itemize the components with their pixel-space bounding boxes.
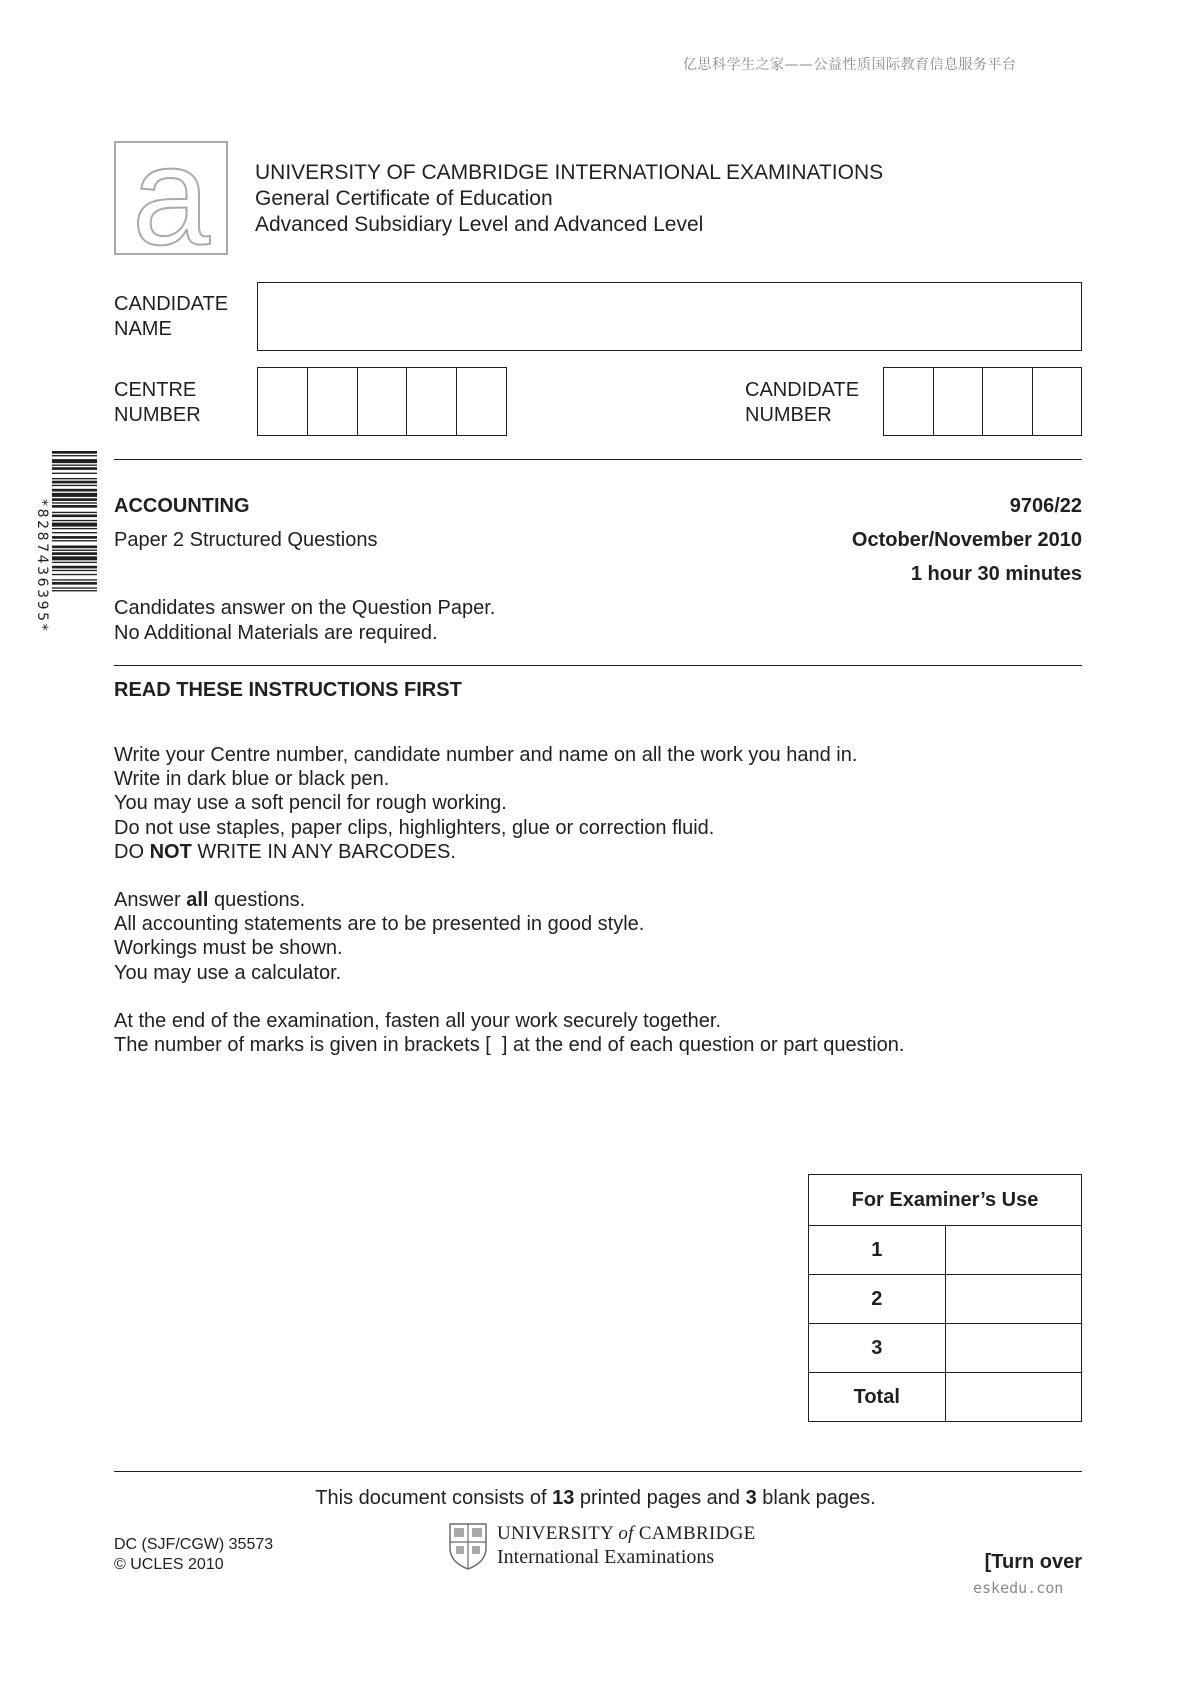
barcode-bar xyxy=(52,467,97,470)
header-certificate: General Certificate of Education xyxy=(255,187,553,210)
instructions-block-2 xyxy=(114,888,644,985)
instruction-answer-all xyxy=(114,888,644,912)
barcode-bar xyxy=(52,570,97,571)
wordmark-cambridge: CAMBRIDGE xyxy=(638,1523,756,1544)
candidate-number-label xyxy=(745,378,859,428)
barcode-bar xyxy=(52,451,97,454)
candidate-name-label xyxy=(114,292,228,342)
barcode-bar xyxy=(52,574,97,575)
centre-number-cell[interactable] xyxy=(456,368,506,435)
instruction-line: Workings must be shown. xyxy=(114,937,343,960)
instruction-do-not-write-barcodes xyxy=(114,840,857,864)
examiner-mark-cell[interactable] xyxy=(945,1373,1082,1422)
barcode-bar xyxy=(52,587,97,588)
candidate-number-label-line1: CANDIDATE xyxy=(745,379,860,401)
examiner-mark-cell[interactable] xyxy=(945,1226,1082,1275)
instruction-text: Answer xyxy=(114,889,187,911)
centre-number-cell[interactable] xyxy=(357,368,407,435)
examiner-table-row-label: 1 xyxy=(809,1226,946,1275)
examiner-table-row-label: Total xyxy=(809,1373,946,1422)
barcode-bar xyxy=(52,498,97,501)
barcode-bar xyxy=(52,478,97,479)
subject-title: ACCOUNTING xyxy=(114,495,250,517)
instruction-line: You may use a soft pencil for rough working. xyxy=(114,792,507,815)
centre-number-field[interactable] xyxy=(257,367,507,436)
barcode-bar xyxy=(52,489,97,492)
barcode-bar xyxy=(52,552,97,555)
divider-instructions xyxy=(114,665,1082,666)
exam-duration: 1 hour 30 minutes xyxy=(910,563,1082,585)
paper-title: Paper 2 Structured Questions xyxy=(114,529,378,551)
wordmark-university: UNIVERSITY xyxy=(497,1523,614,1544)
turn-over-label: [Turn over xyxy=(984,1551,1082,1573)
candidate-number-cell[interactable] xyxy=(884,368,933,435)
instructions-heading: READ THESE INSTRUCTIONS FIRST xyxy=(114,679,462,701)
instruction-text: WRITE IN ANY BARCODES. xyxy=(191,840,456,863)
barcode-bar xyxy=(52,532,97,533)
footer-copyright: © UCLES 2010 xyxy=(114,1556,224,1573)
examiner-use-table xyxy=(808,1174,1082,1422)
instruction-line: Do not use staples, paper clips, highlighters, glue or correction fluid. xyxy=(114,816,715,839)
watermark-top: 亿思科学生之家——公益性质国际教育信息服务平台 xyxy=(683,57,1017,73)
header-level: Advanced Subsidiary Level and Advanced Level xyxy=(255,213,704,236)
instruction-emphasis: all xyxy=(186,889,209,911)
barcode-bar xyxy=(52,520,97,521)
barcode-bar xyxy=(52,590,97,591)
exam-session: October/November 2010 xyxy=(851,529,1082,551)
centre-number-cell[interactable] xyxy=(406,368,456,435)
centre-number-label-line1: CENTRE xyxy=(114,379,197,401)
candidate-name-label-line2: NAME xyxy=(114,318,172,340)
candidate-number-field[interactable] xyxy=(883,367,1082,436)
watermark-bottom: eskedu.con xyxy=(973,1579,1064,1597)
barcode-bar xyxy=(52,523,97,527)
barcode-bar xyxy=(52,579,97,580)
barcode-bar xyxy=(52,455,97,456)
instruction-line: All accounting statements are to be presented in good style. xyxy=(114,913,645,936)
centre-number-label-line2: NUMBER xyxy=(114,404,201,426)
examiner-table-row-label: 2 xyxy=(809,1275,946,1324)
barcode-bar xyxy=(52,528,97,529)
candidate-name-label-line1: CANDIDATE xyxy=(114,293,229,315)
barcode-bar xyxy=(52,505,97,508)
instruction-emphasis: NOT xyxy=(149,840,192,863)
wordmark-of: of xyxy=(618,1523,634,1544)
candidate-number-cell[interactable] xyxy=(933,368,983,435)
barcode-bar xyxy=(52,514,97,517)
instructions-block-1 xyxy=(114,743,857,864)
barcode-bar xyxy=(52,566,97,569)
page-count-text: This document consists of xyxy=(315,1487,553,1509)
printed-pages-count: 13 xyxy=(552,1487,575,1509)
barcode-digits: *8287436395* xyxy=(34,498,50,634)
barcode-bar xyxy=(52,493,97,497)
instruction-line: Write in dark blue or black pen. xyxy=(114,768,390,791)
barcode-bar xyxy=(52,459,97,463)
examiner-mark-cell[interactable] xyxy=(945,1275,1082,1324)
page-count-text: printed pages and xyxy=(574,1487,746,1509)
instructions-block-3 xyxy=(114,1009,904,1057)
exam-board-logo xyxy=(114,117,228,274)
logo-letter: a xyxy=(132,117,210,274)
candidate-number-cell[interactable] xyxy=(1032,368,1082,435)
candidate-number-label-line2: NUMBER xyxy=(745,404,832,426)
barcode-bar xyxy=(52,582,97,585)
barcode-bar xyxy=(52,473,97,474)
centre-number-label xyxy=(114,378,201,428)
instruction-line: Write your Centre number, candidate number and name on all the work you hand in. xyxy=(114,744,858,766)
cambridge-crest-icon xyxy=(448,1522,488,1570)
barcode-bar xyxy=(52,556,97,560)
divider-footer xyxy=(114,1471,1082,1472)
instruction-text: questions. xyxy=(208,889,306,911)
instruction-line: The number of marks is given in brackets [ ] at the end of each question or part question. xyxy=(114,1034,905,1057)
header-university: UNIVERSITY OF CAMBRIDGE INTERNATIONAL EXAMINATIONS xyxy=(255,161,884,184)
divider-top xyxy=(114,459,1082,460)
page-count-text: blank pages. xyxy=(756,1487,876,1509)
barcode-bar xyxy=(52,465,97,466)
blank-pages-count: 3 xyxy=(745,1487,757,1509)
barcode-bar xyxy=(52,481,97,484)
centre-number-cell[interactable] xyxy=(258,368,307,435)
candidate-number-cell[interactable] xyxy=(982,368,1032,435)
barcode xyxy=(52,451,97,681)
centre-number-cell[interactable] xyxy=(307,368,357,435)
footer-code: DC (SJF/CGW) 35573 xyxy=(114,1536,274,1553)
barcode-bar xyxy=(52,550,97,551)
examiner-table-heading: For Examiner’s Use xyxy=(809,1175,1082,1226)
instruction-line: You may use a calculator. xyxy=(114,961,342,984)
barcode-bar xyxy=(52,562,97,563)
candidate-name-field[interactable] xyxy=(257,282,1082,351)
examiner-mark-cell[interactable] xyxy=(945,1324,1082,1373)
barcode-bar xyxy=(52,485,97,486)
page-count-note xyxy=(0,1486,1191,1510)
cambridge-wordmark-line1 xyxy=(497,1523,756,1545)
barcode-bar xyxy=(52,502,97,503)
barcode-bar xyxy=(52,512,97,513)
instruction-line: At the end of the examination, fasten all your work securely together. xyxy=(114,1010,722,1032)
examiner-table-row-label: 3 xyxy=(809,1324,946,1373)
instruction-text: DO xyxy=(114,840,150,863)
materials-line-2: No Additional Materials are required. xyxy=(114,622,438,644)
materials-line-1: Candidates answer on the Question Paper. xyxy=(114,597,496,619)
paper-code: 9706/22 xyxy=(1009,495,1082,517)
barcode-bar xyxy=(52,536,97,539)
barcode-bar xyxy=(52,546,97,549)
cambridge-wordmark-line2: International Examinations xyxy=(497,1546,715,1568)
barcode-bar xyxy=(52,540,97,541)
